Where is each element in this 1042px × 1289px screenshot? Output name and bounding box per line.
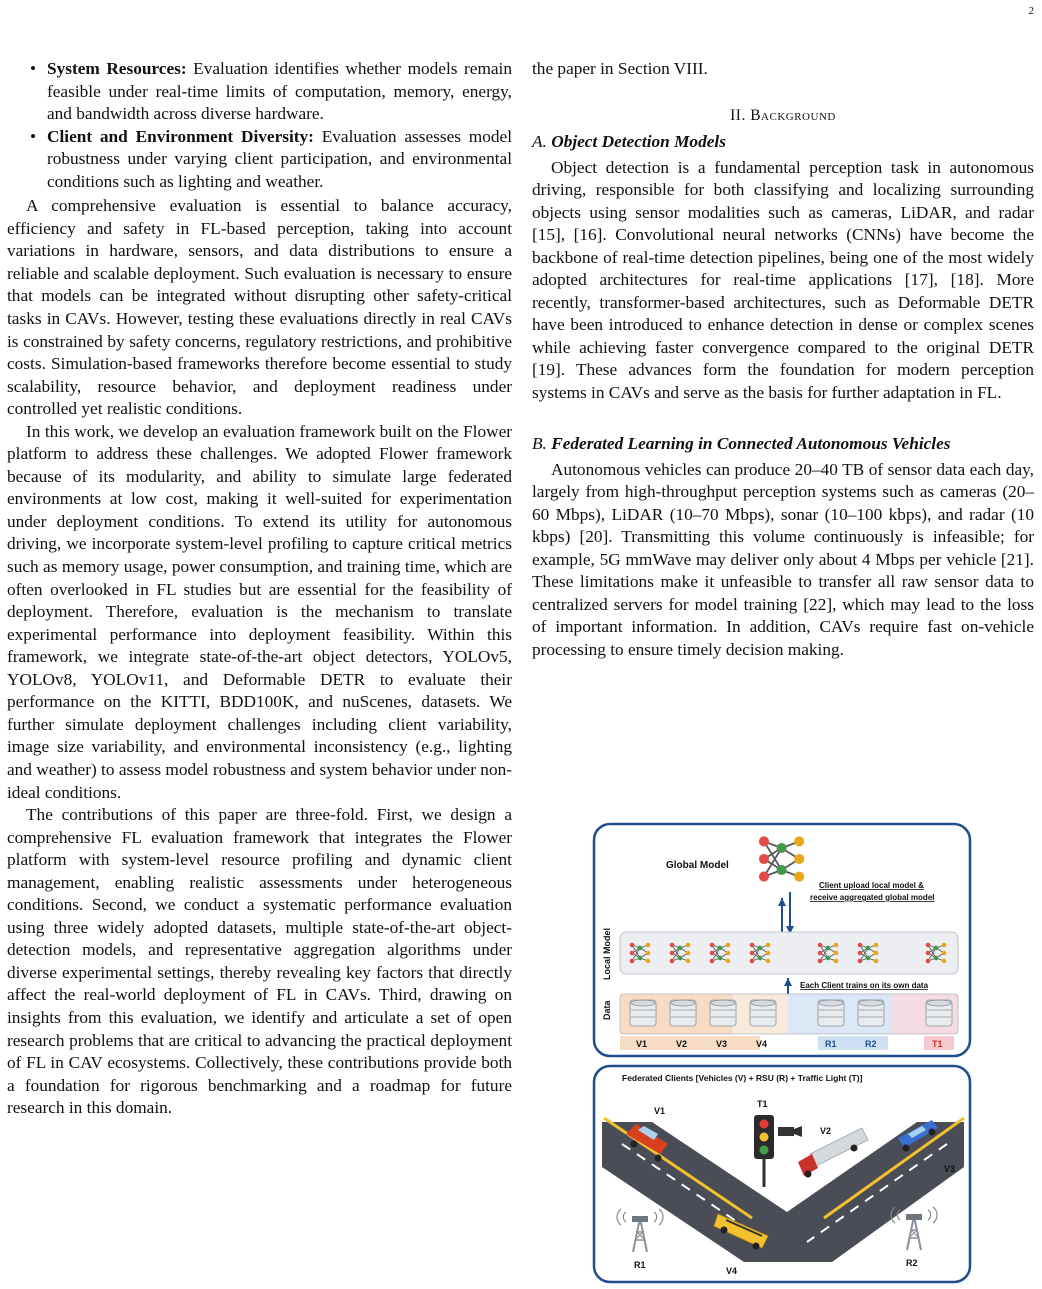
federated-clients-title: Federated Clients [Vehicles (V) + RSU (R) + Traffic Light (T)] — [622, 1073, 863, 1083]
page-number: 2 — [1028, 5, 1034, 17]
client-label: V2 — [676, 1039, 688, 1049]
global-model-label: Global Model — [666, 860, 729, 871]
left-column — [7, 58, 512, 1120]
paragraph: The contributions of this paper are three-fold. First, we design a comprehensive FL evaluation framework that integrates the Flower platform with system-level resource profiling and dynamic client management, enabling realistic assessments under heterogeneous conditions. Second, we conduct a systematic performance evaluation using three widely adopted datasets, multiple state-of-the-art object-detection models, and representative aggregation algorithms under diverse experimental settings, thereby revealing key factors that directly affect the real-world deployment of FL in CAVs. Third, drawing on insights from this evaluation, we identify and articulate a set of open research problems that are critical to advancing the practical deployment of FL in CAV ecosystems. Collectively, these contributions provide both a foundation for rigorous benchmarking and a roadmap for future research in this domain. — [7, 805, 512, 1118]
paragraph: Autonomous vehicles can produce 20–40 TB of sensor data each day, largely from high-throughput perception systems such as cameras (20–60 Mbps), LiDAR (10–70 Mbps), sonar (10–100 kbps), and radar (10 kbps) [20]. Transmitting this volume continuously is infeasible; for example, 5G mmWave may deliver only about 4 Mbps per vehicle [21]. These limitations make it unfeasible to transfer all raw sensor data to centralized servers for model training [22], which may lead to the loss of important information. In addition, CAVs require fast on-vehicle processing to ensure timely decision making. — [532, 459, 1034, 659]
scene-label-r1: R1 — [634, 1260, 646, 1270]
federated-learning-figure — [592, 822, 974, 1284]
bullet-text: Evaluation identifies whether models remain feasible under real-time limits of computation, memory, energy, and bandwidth across diverse hardware. — [47, 59, 512, 124]
training-panel — [594, 824, 970, 1056]
data-label: Data — [602, 1000, 612, 1020]
scene-label-v1: V1 — [654, 1106, 666, 1116]
paragraph: In this work, we develop an evaluation framework built on the Flower platform to address these challenges. We adopted Flower framework because of its modularity, and ability to simulate large federated environments at low cost, making it well-suited for experimentation under deployment conditions. To extend its utility for autonomous driving, we incorporate system-level profiling to capture critical metrics such as memory usage, power consumption, and training time, which are often overlooked in FL studies but are essential for the feasibility of deployment. Therefore, evaluation is the mechanism to translate experimental performance into deployment feasibility. Within this framework, we integrate state-of-the-art object detectors, YOLOv5, YOLOv8, YOLOv11, and Deformable DETR to evaluate their performance on the KITTI, BDD100K, and nuScenes, datasets. We further simulate deployment challenges including client variability, image size variability, and environmental inconsistency (e.g., lighting and weather) to assess model robustness and system behavior under non-ideal conditions. — [7, 421, 512, 802]
paragraph: the paper in Section VIII. — [532, 59, 708, 78]
database-icon — [670, 1000, 696, 1026]
upload-note-line1: Client upload local model & — [819, 881, 924, 890]
subsection-title: Federated Learning in Connected Autonomous Vehicles — [551, 433, 951, 453]
scene-label-v4: V4 — [726, 1266, 738, 1276]
bullet-term: System Resources: — [47, 59, 187, 78]
database-icon — [750, 1000, 776, 1026]
bullet-list — [7, 58, 512, 193]
database-icon — [926, 1000, 952, 1026]
upload-note-line2: receive aggregated global model — [810, 893, 935, 902]
subsection-title: Object Detection Models — [551, 131, 726, 151]
subsection-heading — [532, 433, 1034, 455]
scene-label-r2: R2 — [906, 1258, 918, 1268]
subsection-heading — [532, 131, 1034, 153]
bullet-term: Client and Environment Diversity: — [47, 126, 314, 146]
figure-canvas — [592, 822, 974, 1284]
database-icon — [818, 1000, 844, 1026]
client-label: R2 — [865, 1039, 877, 1049]
client-label: V3 — [716, 1039, 728, 1049]
client-label: T1 — [932, 1039, 943, 1049]
paragraph: Object detection is a fundamental perception task in autonomous driving, responsible for both classifying and localizing surrounding objects using sensor modalities such as cameras, LiDAR, and radar [15], [16]. Convolutional neural networks (CNNs) have become the backbone of real-time detection pipelines, being one of the most widely adopted architectures for real-time applications [17], [18]. More recently, transformer-based architectures, such as Deformable DETR have been introduced to enhance detection in dense or complex scenes while achieving faster convergence compared to the original DETR [19]. These advances form the foundation for modern perception systems in CAVs and serve as the basis for further adaptation in FL. — [532, 157, 1034, 403]
paragraph: A comprehensive evaluation is essential to balance accuracy, efficiency and safety in FL-based perception, taking into account variations in hardware, sensors, and data distributions to ensure a reliable and scalable deployment. Such evaluation is necessary to ensure that models can be integrated without disrupting other safety-critical tasks in CAVs. However, testing these evaluations directly in real CAVs is constrained by safety concerns, regulatory restrictions, and prohibitive costs. Simulation-based frameworks therefore become essential to study scalability, resource behavior, and deployment readiness under controlled yet realistic conditions. — [7, 196, 512, 419]
database-icon — [710, 1000, 736, 1026]
bullet-text: Evaluation assesses model robustness under varying client participation, and environmental conditions such as lighting and weather. — [47, 126, 512, 191]
train-note: Each Client trains on its own data — [800, 981, 929, 990]
section-heading-text: II. Background — [730, 106, 836, 124]
bullet-item — [47, 58, 512, 126]
bullet-item — [47, 126, 512, 194]
right-column — [532, 58, 1034, 661]
scene-label-t1: T1 — [757, 1099, 768, 1109]
subsection-label: A. — [532, 131, 547, 151]
database-icon — [858, 1000, 884, 1026]
section-heading — [532, 107, 1034, 125]
scene-label-v2: V2 — [820, 1126, 832, 1136]
client-label: R1 — [825, 1039, 837, 1049]
client-label: V4 — [756, 1039, 768, 1049]
scene-label-v3: V3 — [944, 1164, 956, 1174]
federated-clients-panel — [594, 1066, 970, 1282]
database-icon — [630, 1000, 656, 1026]
local-model-label: Local Model — [602, 927, 612, 980]
client-label: V1 — [636, 1039, 648, 1049]
subsection-label: B. — [532, 433, 547, 453]
